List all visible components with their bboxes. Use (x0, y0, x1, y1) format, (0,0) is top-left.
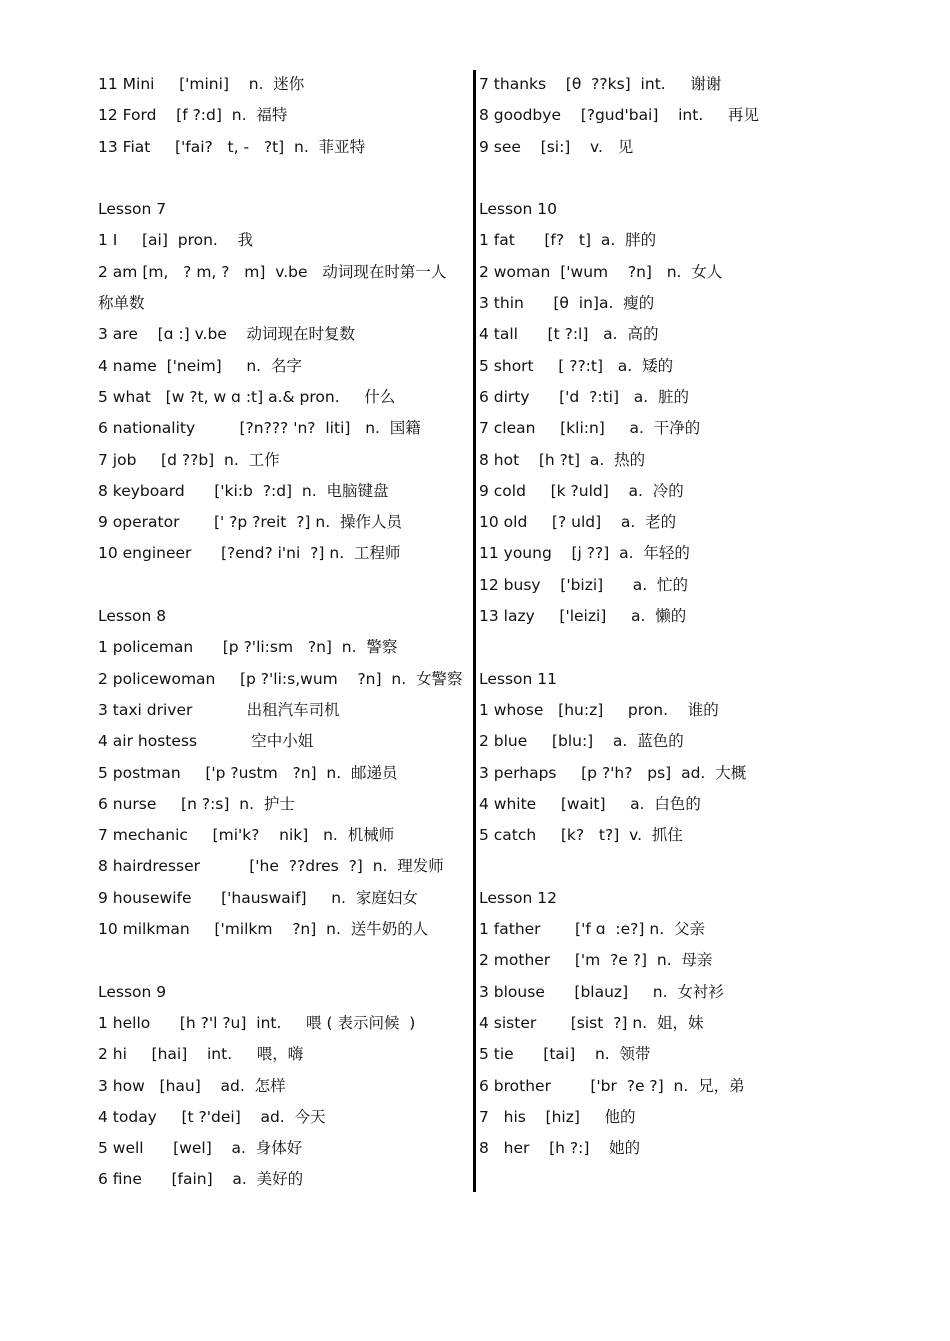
vocab-line: 7 job [d ??b] n. 工作 (98, 450, 280, 469)
vocab-line: 5 short [ ??:t] a. 矮的 (479, 356, 674, 375)
vocab-line: 13 lazy ['leizi] a. 懒的 (479, 607, 687, 626)
vocab-line: 3 are [ɑ :] v.be 动词现在时复数 (98, 325, 356, 344)
column-divider (473, 70, 476, 1192)
lesson-heading: Lesson 8 (98, 607, 167, 626)
blank-line (479, 851, 919, 882)
lesson-heading: Lesson 10 (479, 200, 558, 219)
blank-line (98, 570, 468, 601)
vocab-line: 3 taxi driver 出租汽车司机 (98, 700, 340, 719)
vocab-line: 3 blouse [blauz] n. 女衬衫 (479, 982, 724, 1001)
vocab-line: 2 mother ['m ?e ?] n. 母亲 (479, 951, 713, 970)
vocab-line: 3 perhaps [p ?'h? ps] ad. 大概 (479, 763, 747, 782)
vocab-line: 9 see [si:] v. 见 (479, 137, 634, 156)
blank-line (98, 163, 468, 194)
vocab-line: 9 cold [k ?uld] a. 冷的 (479, 481, 684, 500)
blank-line (479, 163, 919, 194)
blank-line (479, 632, 919, 663)
vocab-line: 5 postman ['p ?ustm ?n] n. 邮递员 (98, 763, 398, 782)
blank-line (98, 945, 468, 976)
lesson-heading: Lesson 9 (98, 982, 167, 1001)
vocab-line: 4 white [wait] a. 白色的 (479, 794, 701, 813)
vocab-line: 9 housewife ['hauswaif] n. 家庭妇女 (98, 888, 418, 907)
vocab-line: 6 nationality [?n??? 'n? liti] n. 国籍 (98, 419, 421, 438)
vocab-line: 10 milkman ['milkm ?n] n. 送牛奶的人 (98, 920, 429, 939)
vocab-line: 12 busy ['bizi] a. 忙的 (479, 575, 689, 594)
vocab-line: 2 hi [hai] int. 喂，嗨 (98, 1045, 304, 1064)
vocab-line: 5 well [wel] a. 身体好 (98, 1139, 303, 1158)
vocab-line: 5 catch [k? t?] v. 抓住 (479, 826, 683, 845)
vocab-line: 10 engineer [?end? i'ni ?] n. 工程师 (98, 544, 401, 563)
left-column (98, 69, 468, 1196)
vocab-line: 1 fat [f? t] a. 胖的 (479, 231, 657, 250)
vocab-line: 7 his [hiz] 他的 (479, 1107, 636, 1126)
right-column (479, 69, 919, 1164)
vocab-line: 11 Mini ['mini] n. 迷你 (98, 75, 305, 93)
vocab-line: 5 what [w ?t, w ɑ :t] a.& pron. 什么 (98, 387, 396, 406)
vocab-line: 3 thin [θ in]a. 瘦的 (479, 294, 655, 313)
vocab-line: 4 sister [sist ?] n. 姐，妹 (479, 1013, 704, 1032)
vocab-line: 9 operator [' ?p ?reit ?] n. 操作人员 (98, 513, 403, 532)
vocab-line: 13 Fiat ['fai? t, - ?t] n. 菲亚特 (98, 137, 366, 156)
lesson-heading: Lesson 7 (98, 200, 167, 219)
vocab-line: 7 clean [kli:n] a. 干净的 (479, 419, 701, 438)
vocab-line: 1 father ['f ɑ :e?] n. 父亲 (479, 920, 705, 939)
vocab-line: 4 air hostess 空中小姐 (98, 732, 314, 751)
vocab-line: 6 nurse [n ?:s] n. 护士 (98, 794, 295, 813)
vocab-line: 12 Ford [f ?:d] n. 福特 (98, 106, 288, 125)
vocab-line: 4 name ['neim] n. 名字 (98, 356, 302, 375)
vocab-line: 1 hello [h ?'l ?u] int. 喂 ( 表示问候 ) (98, 1013, 416, 1032)
lesson-heading: Lesson 11 (479, 669, 558, 688)
vocab-line: 6 fine [fain] a. 美好的 (98, 1170, 304, 1189)
vocab-line: 6 brother ['br ?e ?] n. 兄，弟 (479, 1076, 745, 1095)
vocab-line: 2 am [m, ? m, ? m] v.be 动词现在时第一人 (98, 262, 447, 281)
vocab-line: 6 dirty ['d ?:ti] a. 脏的 (479, 387, 690, 406)
vocab-line: 11 young [j ??] a. 年轻的 (479, 544, 690, 563)
vocab-line: 1 whose [hu:z] pron. 谁的 (479, 700, 719, 719)
lesson-heading: Lesson 12 (479, 888, 558, 907)
vocab-line: 4 tall [t ?:l] a. 高的 (479, 325, 659, 344)
vocab-line: 8 goodbye [?gud'bai] int. 再见 (479, 106, 759, 125)
vocab-line: 8 hot [h ?t] a. 热的 (479, 450, 646, 469)
vocab-line: 1 I [ai] pron. 我 (98, 231, 254, 250)
vocab-line: 2 blue [blu:] a. 蓝色的 (479, 732, 684, 751)
vocab-line: 8 her [h ?:] 她的 (479, 1139, 641, 1158)
vocab-line: 5 tie [tai] n. 领带 (479, 1045, 651, 1064)
vocab-line: 8 keyboard ['ki:b ?:d] n. 电脑键盘 (98, 481, 389, 500)
vocab-line: 10 old [? uld] a. 老的 (479, 513, 677, 532)
vocab-line: 2 policewoman [p ?'li:s,wum ?n] n. 女警察 (98, 669, 463, 688)
vocab-line: 3 how [hau] ad. 怎样 (98, 1076, 286, 1095)
vocab-line: 2 woman ['wum ?n] n. 女人 (479, 262, 723, 281)
vocab-line: 4 today [t ?'dei] ad. 今天 (98, 1107, 326, 1126)
vocab-line-continuation: 称单数 (98, 294, 145, 313)
vocab-line: 1 policeman [p ?'li:sm ?n] n. 警察 (98, 638, 398, 657)
vocab-line: 7 mechanic [mi'k? nik] n. 机械师 (98, 826, 395, 845)
vocab-line: 7 thanks [θ ??ks] int. 谢谢 (479, 75, 722, 93)
vocab-line: 8 hairdresser ['he ??dres ?] n. 理发师 (98, 857, 444, 876)
